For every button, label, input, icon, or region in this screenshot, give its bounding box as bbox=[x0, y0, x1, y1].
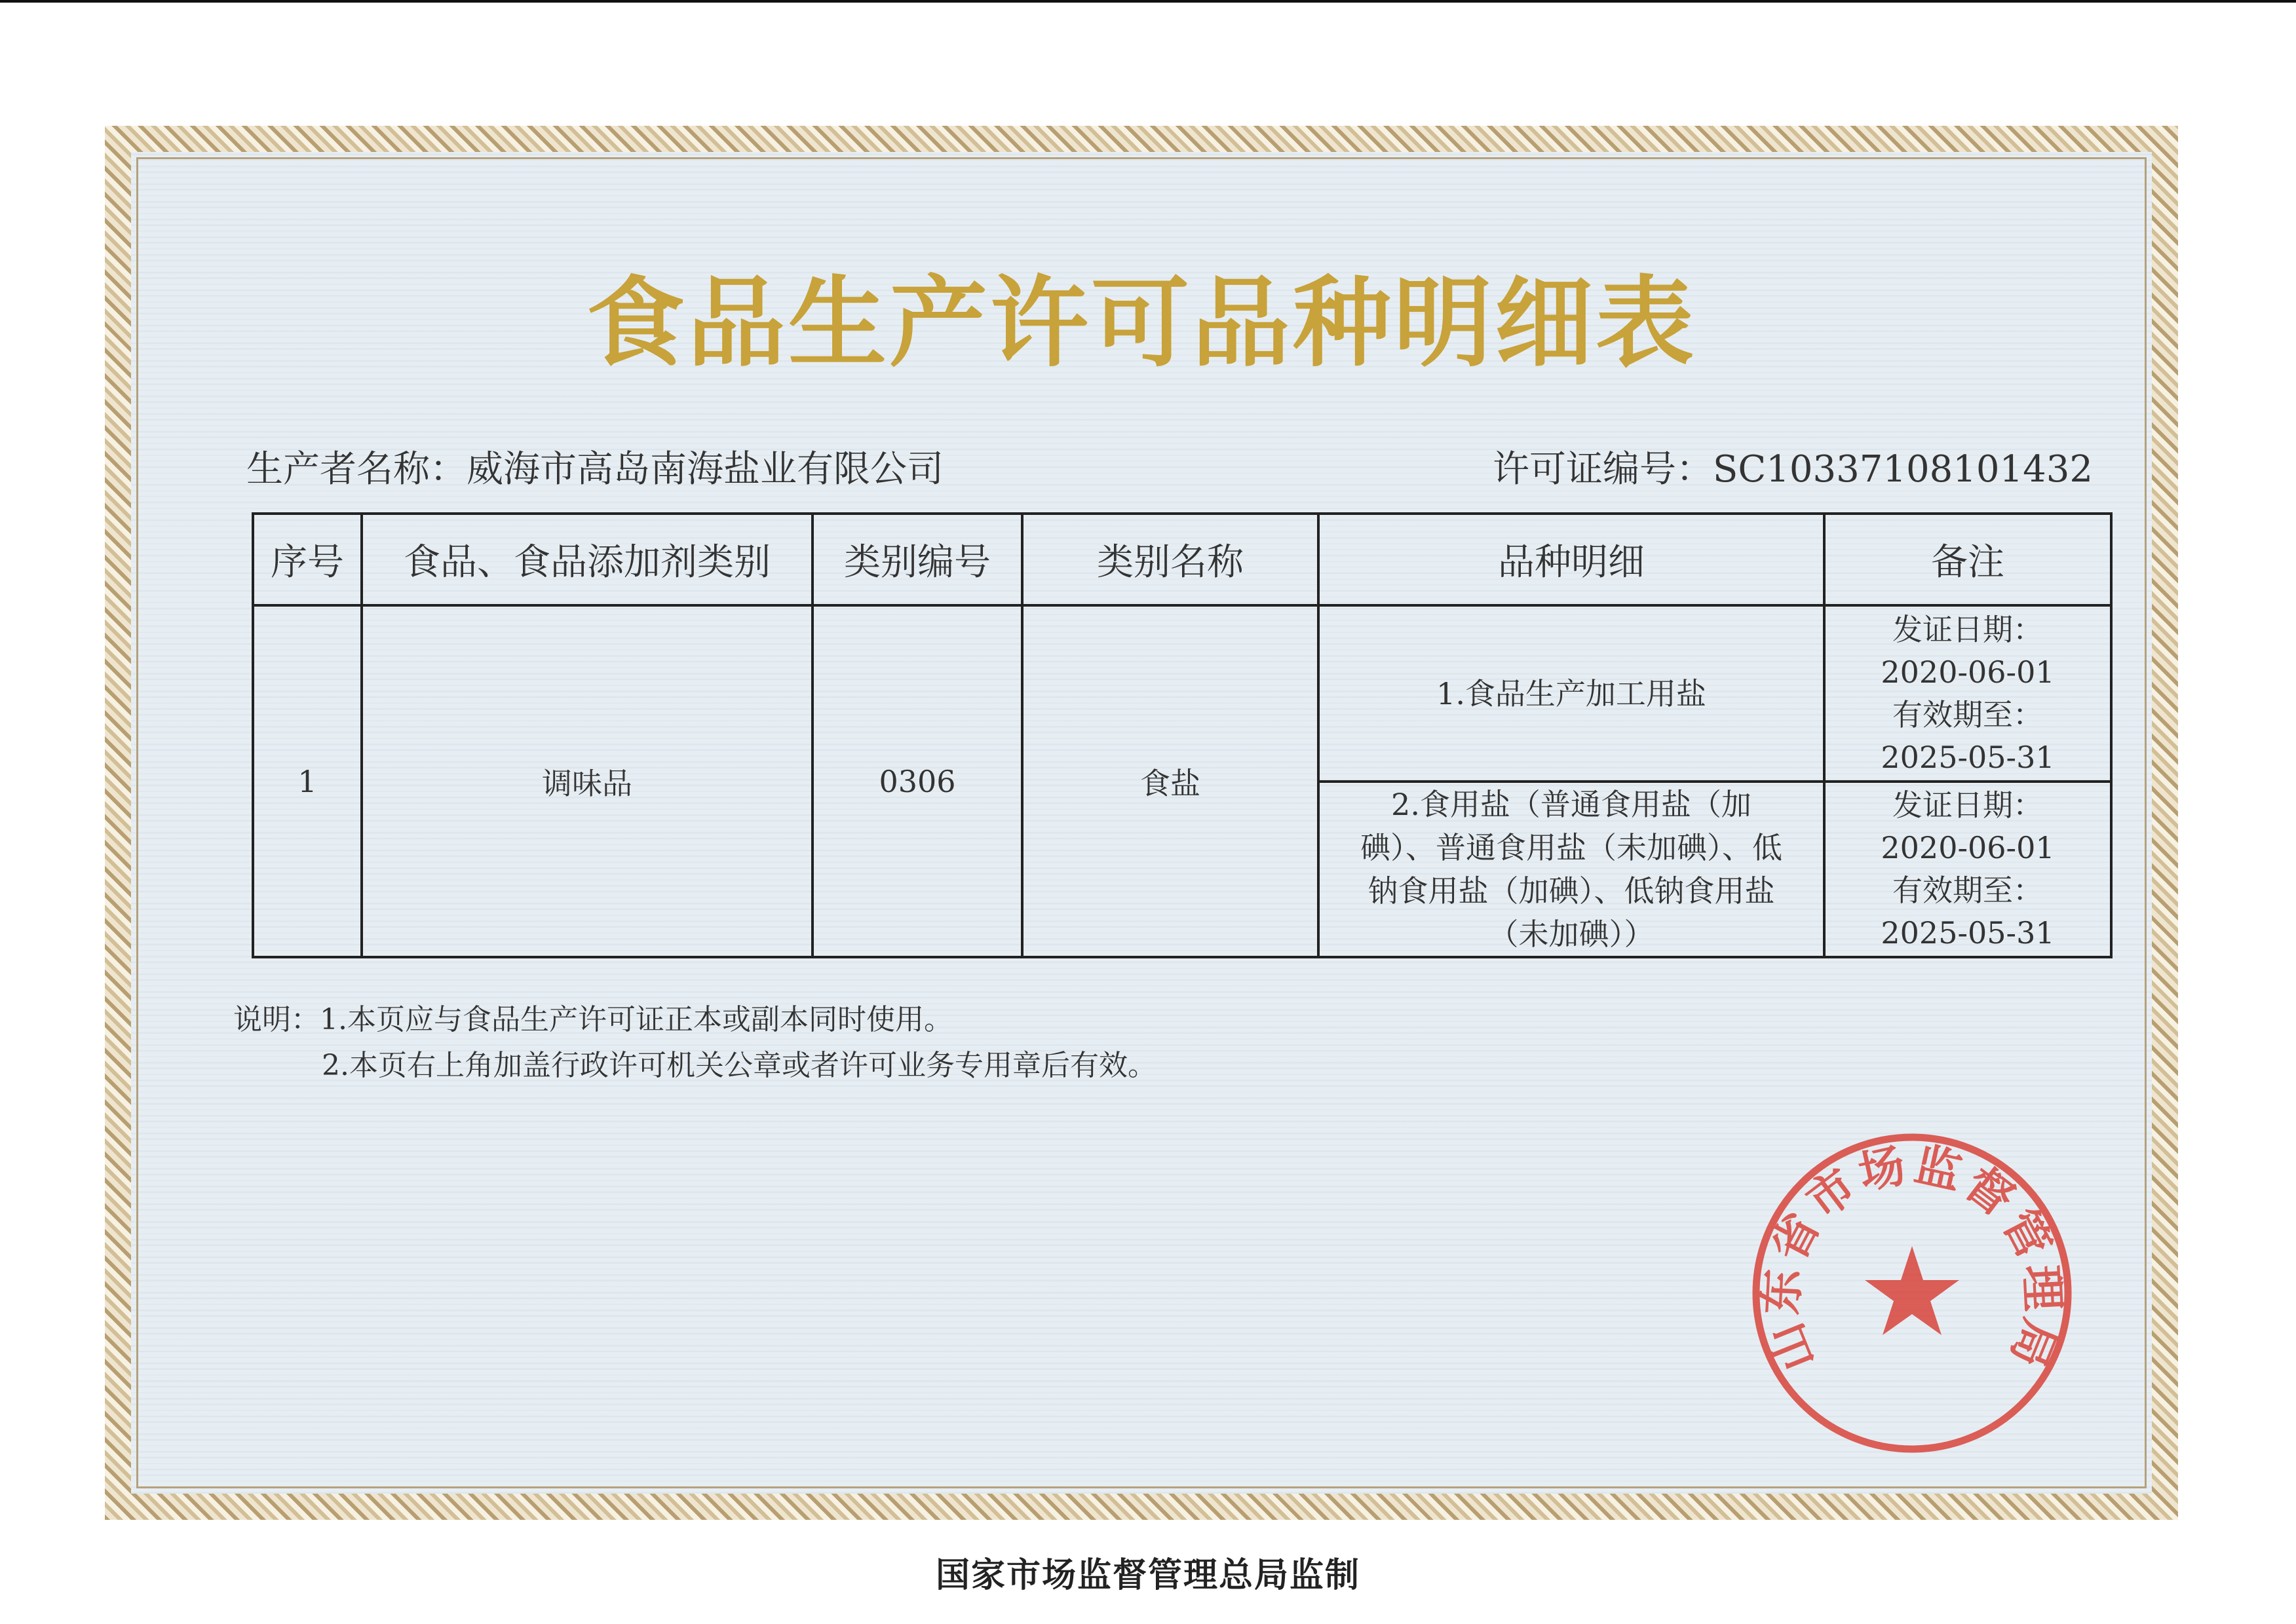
remark-issue-date: 2020-06-01 bbox=[1881, 830, 2055, 865]
note-1: 说明：1.本页应与食品生产许可证正本或副本同时使用。 bbox=[233, 1003, 953, 1036]
variety-line: （未加碘）） bbox=[1488, 916, 1655, 952]
seal-text: 山东省市场监督管理局 bbox=[1753, 1137, 2071, 1379]
note-2: 2.本页右上角加盖行政许可机关公章或者许可业务专用章后有效。 bbox=[322, 1049, 1157, 1082]
remark-valid-date: 2025-05-31 bbox=[1881, 739, 2055, 775]
remark-valid-label: 有效期至： bbox=[1892, 696, 2043, 732]
remark-issue-label: 发证日期： bbox=[1892, 611, 2043, 647]
remark-valid-date: 2025-05-31 bbox=[1881, 915, 2055, 951]
remark-issue-label: 发证日期： bbox=[1892, 787, 2043, 823]
cell-index: 1 bbox=[253, 605, 362, 957]
variety-detail-table bbox=[252, 512, 2113, 958]
cell-category-name: 食盐 bbox=[1022, 605, 1318, 957]
notes bbox=[233, 997, 1157, 1089]
variety-line: 钠食用盐（加碘）、低钠食用盐 bbox=[1368, 873, 1775, 909]
header-category-name: 类别名称 bbox=[1022, 514, 1318, 605]
header-category-code: 类别编号 bbox=[813, 514, 1022, 605]
variety-line: 2.食用盐（普通食用盐（加 bbox=[1391, 787, 1751, 822]
cell-remark-2 bbox=[1824, 782, 2111, 957]
header-category: 食品、食品添加剂类别 bbox=[362, 514, 813, 605]
cell-category: 调味品 bbox=[362, 605, 813, 957]
cell-remark-1 bbox=[1824, 605, 2111, 782]
variety-line: 碘）、普通食用盐（未加碘）、低 bbox=[1360, 830, 1782, 865]
cell-variety-2 bbox=[1318, 782, 1824, 957]
table-row bbox=[253, 605, 2111, 782]
page-top-rule bbox=[0, 0, 2296, 3]
seal-star-icon bbox=[1865, 1246, 1959, 1335]
cell-variety-1: 1.食品生产加工用盐 bbox=[1318, 605, 1824, 782]
header-remark: 备注 bbox=[1824, 514, 2111, 605]
footer-supervisor: 国家市场监督管理总局监制 bbox=[935, 1555, 1360, 1595]
document-title: 食品生产许可品种明细表 bbox=[586, 265, 1696, 381]
license-number: 许可证编号：SC10337108101432 bbox=[1493, 448, 2094, 491]
certificate-frame bbox=[105, 126, 2178, 1520]
table-header-row bbox=[253, 514, 2111, 605]
header-variety-detail: 品种明细 bbox=[1318, 514, 1824, 605]
official-seal bbox=[1748, 1129, 2076, 1457]
remark-valid-label: 有效期至： bbox=[1892, 873, 2043, 908]
producer-name: 生产者名称：威海市高岛南海盐业有限公司 bbox=[246, 448, 944, 491]
header-index: 序号 bbox=[253, 514, 362, 605]
remark-issue-date: 2020-06-01 bbox=[1881, 654, 2055, 690]
cell-category-code: 0306 bbox=[813, 605, 1022, 957]
